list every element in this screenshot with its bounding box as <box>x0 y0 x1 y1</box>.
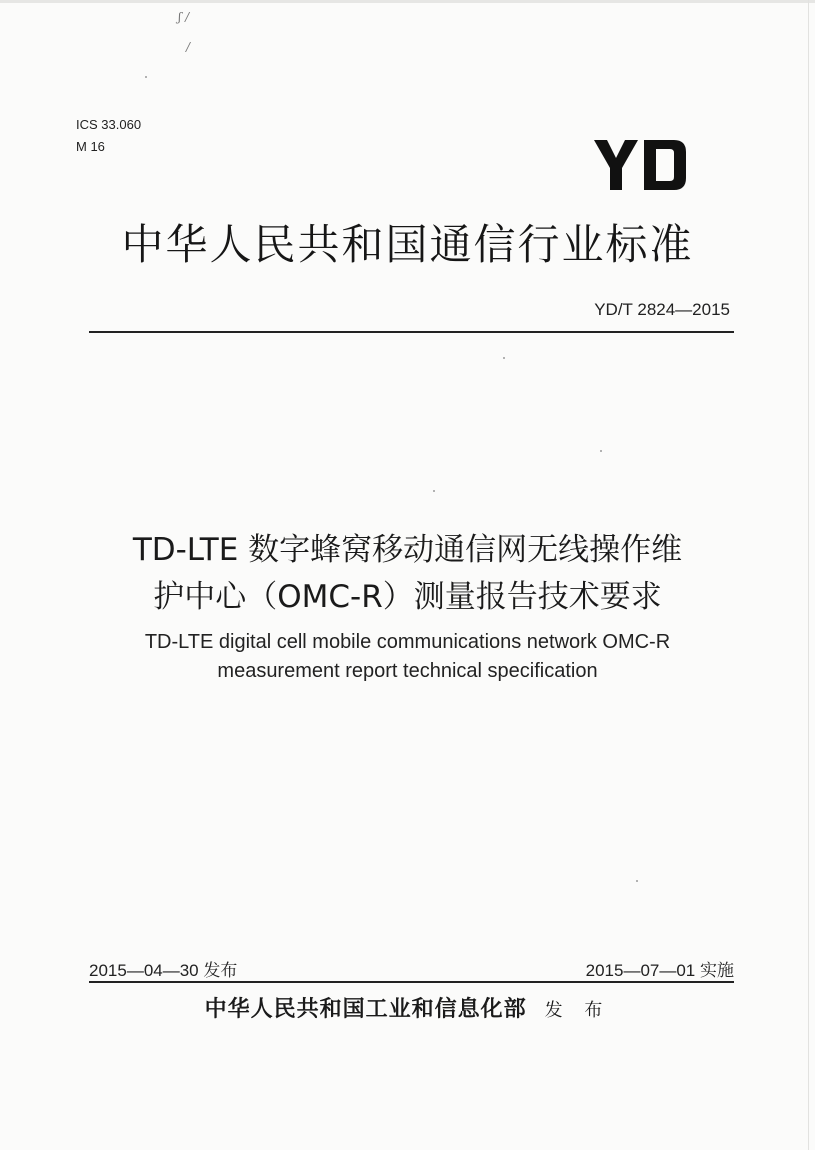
scan-speck <box>433 490 435 492</box>
publisher-name: 中华人民共和国工业和信息化部 <box>204 996 527 1022</box>
english-title <box>0 628 815 686</box>
scan-mark: / <box>186 40 191 54</box>
classification-codes <box>76 114 141 158</box>
chinese-title <box>0 527 815 621</box>
chinese-title-line-2: 护中心（OMC-R）测量报告技术要求 <box>153 579 662 615</box>
scan-speck <box>600 450 602 452</box>
scan-mark: ʃ / <box>178 10 190 24</box>
publish-action: 发 布 <box>544 1000 611 1021</box>
scan-edge-top <box>0 0 815 3</box>
header-rule <box>89 331 734 333</box>
class-code: M 16 <box>76 139 105 154</box>
standard-title: 中华人民共和国通信行业标准 <box>121 220 694 269</box>
english-title-line-2: measurement report technical specification <box>217 660 598 682</box>
implementation-date: 2015—07—01 实施 <box>585 961 734 980</box>
footer-rule <box>89 981 734 983</box>
dates-row <box>89 956 734 982</box>
english-title-line-1: TD-LTE digital cell mobile communications network OMC-R <box>144 631 671 653</box>
publisher-line <box>0 992 815 1023</box>
ics-code: ICS 33.060 <box>76 117 142 132</box>
scan-speck <box>503 357 505 359</box>
scan-speck <box>145 76 147 78</box>
yd-logo <box>594 140 686 190</box>
chinese-title-line-1: TD-LTE 数字蜂窝移动通信网无线操作维 <box>132 532 683 568</box>
scan-speck <box>636 880 638 882</box>
standard-number: YD/T 2824—2015 <box>594 300 730 319</box>
issue-date: 2015—04—30 发布 <box>89 961 238 980</box>
